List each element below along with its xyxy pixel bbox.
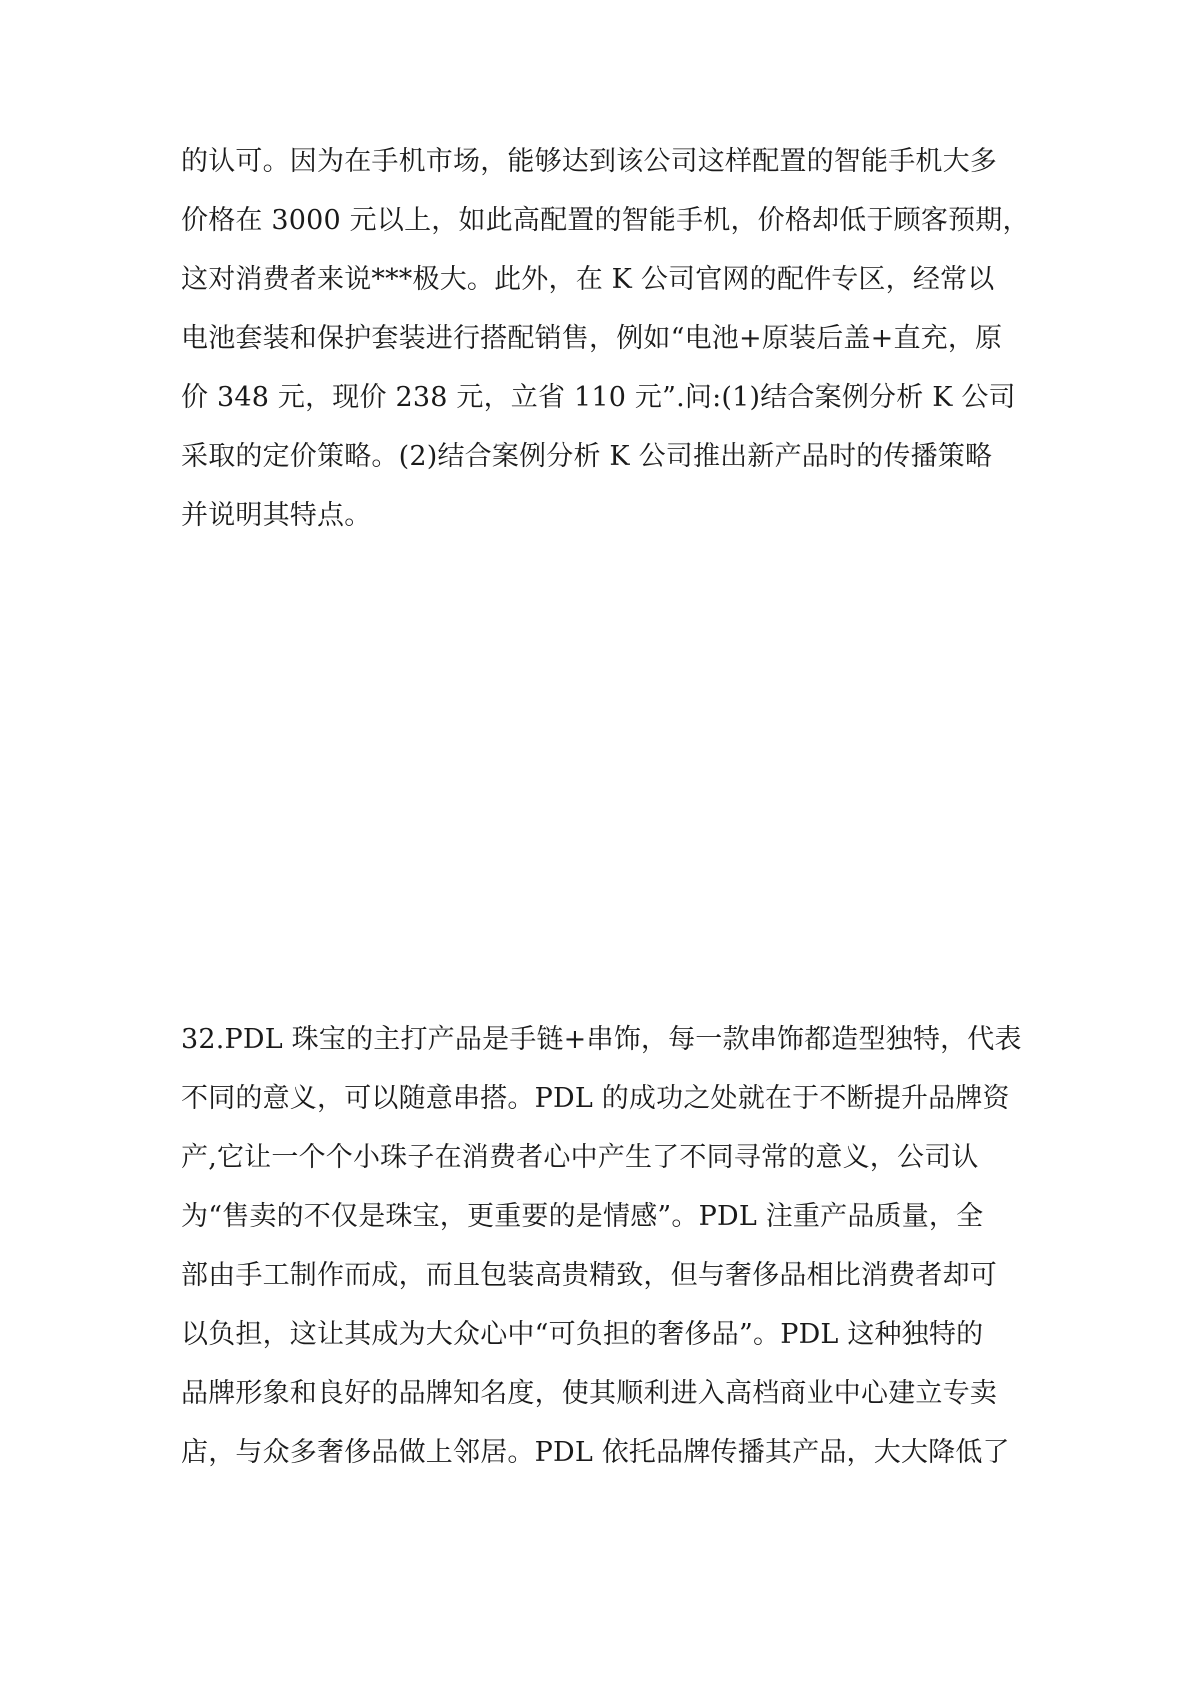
text-line: 32.PDL 珠宝的主打产品是手链+串饰，每一款串饰都造型独特，代表 bbox=[181, 1024, 1022, 1055]
text-line: 店，与众多奢侈品做上邻居。PDL 依托品牌传播其产品，大大降低了 bbox=[181, 1437, 1010, 1468]
text-line: 价 348 元，现价 238 元，立省 110 元”.问:(1)结合案例分析 K 公司 bbox=[181, 382, 1016, 413]
text-line: 为“售卖的不仅是珠宝，更重要的是情感”。PDL 注重产品质量，全 bbox=[181, 1201, 984, 1232]
text-line: 这对消费者来说***极大。此外，在 K 公司官网的配件专区，经常以 bbox=[181, 264, 995, 295]
text-line: 的认可。因为在手机市场，能够达到该公司这样配置的智能手机大多 bbox=[181, 146, 997, 177]
text-line: 电池套装和保护套装进行搭配销售，例如“电池+原装后盖+直充，原 bbox=[181, 323, 1003, 354]
text-line: 品牌形象和良好的品牌知名度，使其顺利进入高档商业中心建立专卖 bbox=[181, 1378, 997, 1409]
text-line: 价格在 3000 元以上，如此高配置的智能手机，价格却低于顾客预期， bbox=[181, 205, 1030, 236]
text-line: 不同的意义，可以随意串搭。PDL 的成功之处就在于不断提升品牌资 bbox=[181, 1083, 1010, 1114]
text-line: 采取的定价策略。(2)结合案例分析 K 公司推出新产品时的传播策略 bbox=[181, 441, 993, 472]
text-line: 产,它让一个个小珠子在消费者心中产生了不同寻常的意义，公司认 bbox=[181, 1142, 979, 1173]
text-line: 部由手工制作而成，而且包装高贵精致，但与奢侈品相比消费者却可 bbox=[181, 1260, 997, 1291]
text-line: 以负担，这让其成为大众心中“可负担的奢侈品”。PDL 这种独特的 bbox=[181, 1319, 984, 1350]
text-line: 并说明其特点。 bbox=[181, 500, 372, 531]
